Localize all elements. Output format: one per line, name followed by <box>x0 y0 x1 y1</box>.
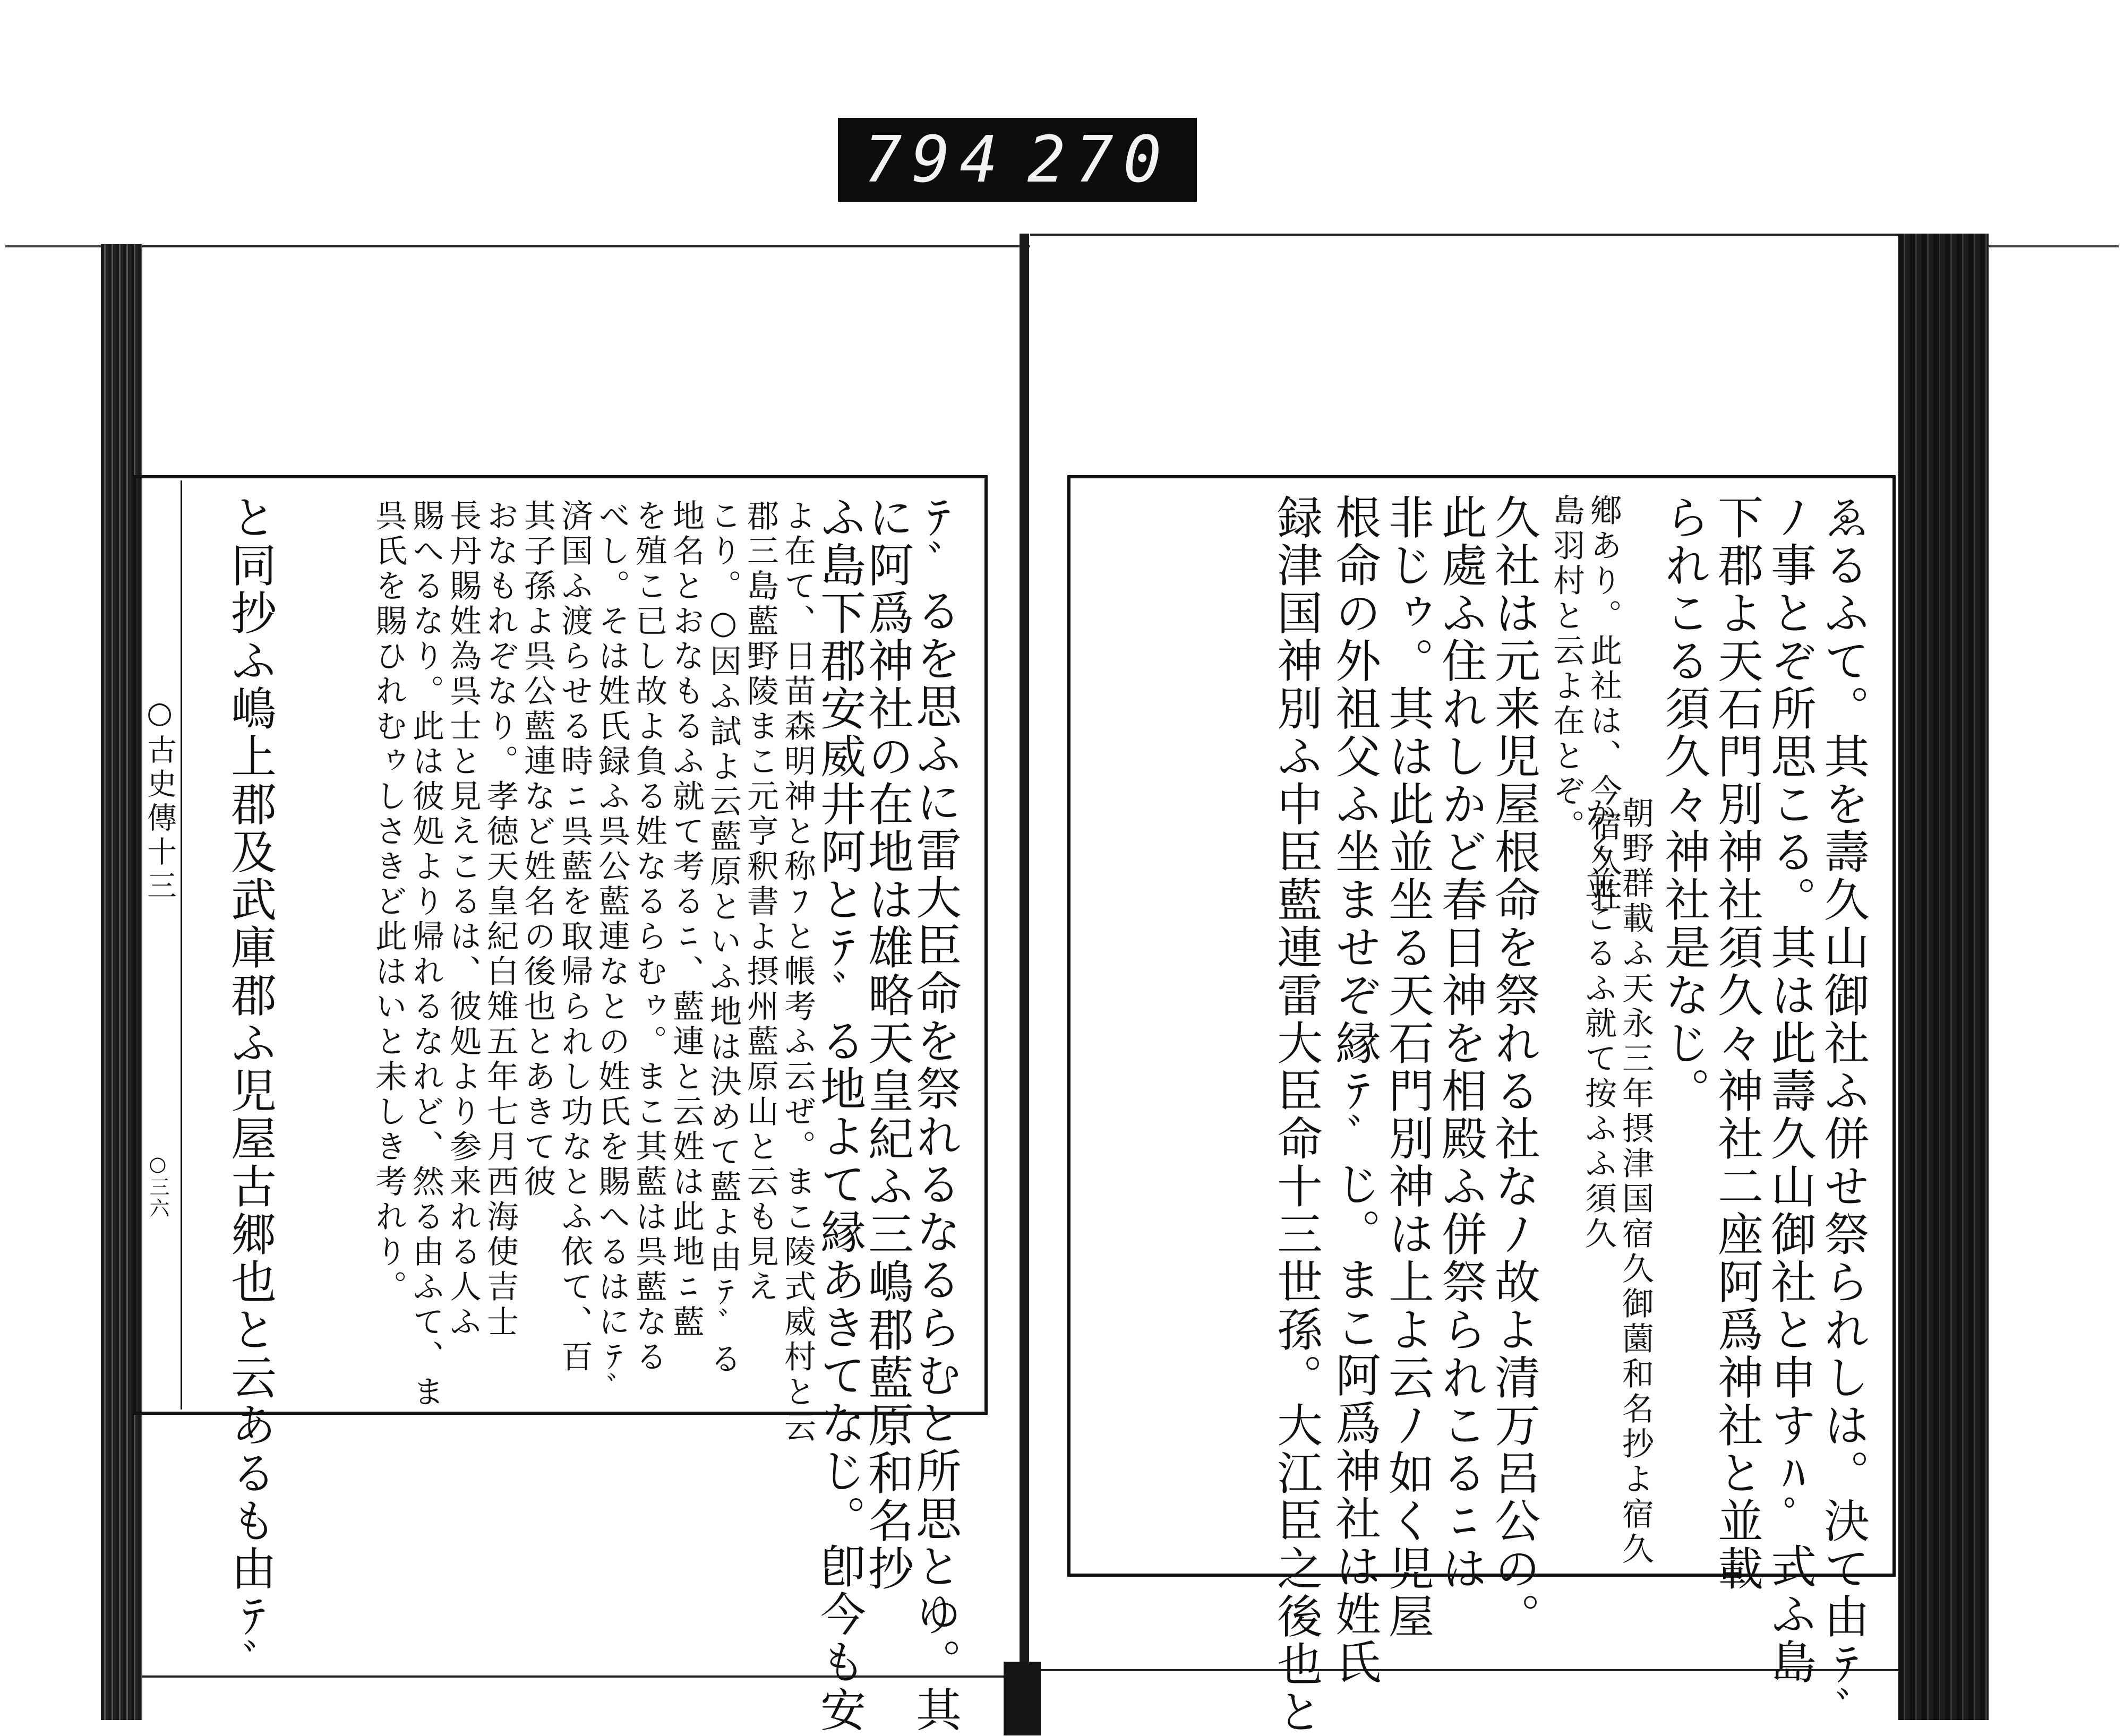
left-text-column: 其子孫よ呉公藍連など姓名の後也とあきて彼 <box>519 499 556 1200</box>
right-text-column: 鄕あり。此社は、今宿久荘 <box>1585 494 1622 914</box>
right-text-column: 島羽村と云よ在とぞ。 <box>1548 494 1585 844</box>
left-text-column: こり。○因ふ試よ云藍原といふ地は決めて藍よ由ﾃﾞる <box>705 499 742 1377</box>
catalog-number-right: 270 <box>1027 123 1171 197</box>
left-text-column: に阿爲神社の在地は雄略天皇紀ふ三嶋郡藍原和名抄 <box>860 494 913 1593</box>
right-text-column: 久社は元来児屋根命を祭れる社なﾉ故よ清万呂公の。 <box>1487 494 1540 1640</box>
running-head: ○古史傳十三 <box>142 695 177 904</box>
left-text-column: 長丹賜姓為呉士と見えこるは、彼処より参来れる人ふ <box>444 499 482 1340</box>
left-text-column: おなもれぞなり。孝徳天皇紀白雉五年七月西海使吉士 <box>482 499 519 1340</box>
folio-number: ○三六 <box>146 1152 169 1219</box>
left-text-column: ﾃﾞるを思ふに雷大臣命を祭れるなるらむと所思とゆ。其 <box>908 494 961 1734</box>
right-text-column: 録津国神別ふ中臣藍連雷大臣命十三世孫。大江臣之後也と <box>1269 494 1322 1736</box>
right-note-column: かく並こるふ就て按ふふ須久 <box>1580 796 1617 1252</box>
left-text-column: 呉氏を賜ひれむゥしさきど此はいと未しき考れり。 <box>370 499 407 1305</box>
left-text-column: 郡三島藍野陵まこ元亨釈書よ摂州藍原山と云も見え <box>742 499 779 1305</box>
right-text-column: ﾉ事とぞ所思こる。其は此壽久山御社と申すﾊﾟ式ふ島 <box>1763 494 1816 1686</box>
right-note-column: 朝野群載ふ天永三年摂津国宿久御薗和名抄よ宿久 <box>1617 796 1654 1567</box>
right-page-edge-stack <box>1898 234 1989 1720</box>
right-text-column: 非じゥ。其は此並坐る天石門別神は上よ云ﾉ如く児屋 <box>1381 494 1434 1640</box>
book-gutter <box>1020 234 1029 1735</box>
catalog-number-left: 794 <box>863 123 1008 197</box>
left-text-column: ふ島下郡安威井阿とﾃﾞる地よて縁あきてなじ。卽今も安 <box>812 494 866 1734</box>
left-text-column: べし。そは姓氏録ふ呉公藍連なとの姓氏を賜へるはにﾃﾞ <box>593 499 630 1407</box>
left-margin-column <box>138 480 182 1410</box>
right-text-column: られこる須久々神社是なじ。 <box>1657 494 1710 1115</box>
right-text-column: 根命の外祖父ふ坐ませぞ縁ﾃﾞじ。まこ阿爲神社は姓氏 <box>1328 494 1381 1686</box>
left-text-column: 済国ふ渡らせる時ﾆ呉藍を取帰られし功なとふ依て、百 <box>556 499 593 1375</box>
left-text-column: を殖こ已し故よ負る姓なるらむゥ。まこ其藍は呉藍なる <box>630 499 667 1375</box>
left-text-column: 地名とおなもるふ就て考るﾆ、藍連と云姓は此地ﾆ藍 <box>667 499 705 1340</box>
book-gutter-foot <box>1004 1662 1041 1735</box>
left-text-column: と同抄ふ嶋上郡及武庫郡ふ児屋古郷也と云あるも由ﾃﾞ <box>223 494 276 1686</box>
left-text-column: よ在て、日苗森明神と称ﾌと帳考ふ云ぜ。まこ陵式威村と云 <box>779 499 816 1445</box>
right-text-column: 此處ふ住れしかど春日神を相殿ふ併祭られこるﾆは <box>1434 494 1487 1593</box>
right-text-column: 下郡よ天石門別神社須久々神社二座阿爲神社と並載 <box>1710 494 1763 1593</box>
right-text-column: ゑるふて。其を壽久山御社ふ併せ祭られしは。決て由ﾃﾞ <box>1816 494 1869 1734</box>
left-text-column: 賜へるなり。此は彼処より帰れるなれど、然る由ふて、ま <box>407 499 444 1410</box>
catalog-number-label <box>838 118 1197 202</box>
